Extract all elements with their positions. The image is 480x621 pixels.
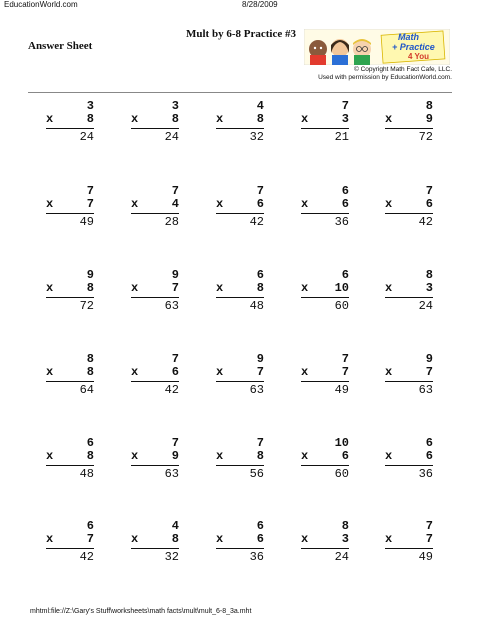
product-answer: 28 — [164, 215, 179, 229]
product-answer: 63 — [418, 383, 433, 397]
product-answer: 32 — [249, 130, 264, 144]
product-answer: 24 — [418, 299, 433, 313]
product-answer: 36 — [334, 215, 349, 229]
product-answer: 56 — [249, 467, 264, 481]
product-answer: 36 — [418, 467, 433, 481]
answer-line — [216, 213, 264, 214]
multiplier: 6 — [425, 197, 433, 211]
print-date: 8/28/2009 — [242, 0, 278, 9]
copyright-line-2: Used with permission by EducationWorld.com. — [318, 74, 452, 81]
multiplicand: 7 — [341, 99, 349, 113]
multiplier: 7 — [171, 281, 179, 295]
multiplication-problem — [385, 353, 433, 397]
answer-line — [131, 213, 179, 214]
product-answer: 64 — [79, 383, 94, 397]
multiplication-problem — [301, 185, 349, 229]
multiplier: 7 — [256, 365, 264, 379]
multiplicand: 6 — [86, 519, 94, 533]
times-sign: x — [301, 112, 309, 126]
multiplication-problem — [46, 185, 94, 229]
answer-line — [385, 128, 433, 129]
times-sign: x — [46, 112, 54, 126]
multiplier: 8 — [171, 532, 179, 546]
times-sign: x — [385, 112, 393, 126]
multiplier: 3 — [425, 281, 433, 295]
answer-line — [301, 128, 349, 129]
answer-line — [385, 465, 433, 466]
times-sign: x — [301, 365, 309, 379]
product-answer: 72 — [418, 130, 433, 144]
multiplication-problem — [385, 437, 433, 481]
times-sign: x — [131, 532, 139, 546]
answer-line — [385, 381, 433, 382]
multiplier: 8 — [86, 281, 94, 295]
times-sign: x — [131, 197, 139, 211]
answer-sheet-label: Answer Sheet — [28, 40, 93, 52]
multiplication-problem — [301, 437, 349, 481]
product-answer: 60 — [334, 467, 349, 481]
answer-line — [216, 381, 264, 382]
product-answer: 72 — [79, 299, 94, 313]
product-answer: 24 — [79, 130, 94, 144]
problem-grid — [46, 100, 471, 570]
answer-line — [301, 548, 349, 549]
multiplier: 7 — [341, 365, 349, 379]
times-sign: x — [46, 281, 54, 295]
multiplier: 6 — [256, 532, 264, 546]
multiplier: 6 — [341, 197, 349, 211]
multiplier: 3 — [341, 112, 349, 126]
multiplier: 8 — [86, 112, 94, 126]
times-sign: x — [216, 365, 224, 379]
multiplier: 8 — [256, 449, 264, 463]
multiplicand: 6 — [425, 436, 433, 450]
math-practice-logo — [304, 29, 450, 65]
multiplicand: 7 — [256, 436, 264, 450]
times-sign: x — [46, 532, 54, 546]
multiplicand: 6 — [341, 184, 349, 198]
multiplicand: 4 — [256, 99, 264, 113]
multiplier: 7 — [425, 532, 433, 546]
product-answer: 60 — [334, 299, 349, 313]
multiplicand: 8 — [425, 268, 433, 282]
product-answer: 32 — [164, 550, 179, 564]
multiplier: 8 — [86, 365, 94, 379]
multiplication-problem — [216, 100, 264, 144]
times-sign: x — [385, 365, 393, 379]
product-answer: 49 — [334, 383, 349, 397]
product-answer: 42 — [79, 550, 94, 564]
header-divider — [28, 92, 452, 93]
answer-line — [131, 465, 179, 466]
multiplication-problem — [131, 520, 179, 564]
multiplication-problem — [46, 520, 94, 564]
multiplicand: 6 — [86, 436, 94, 450]
times-sign: x — [216, 532, 224, 546]
multiplication-problem — [131, 437, 179, 481]
answer-line — [216, 465, 264, 466]
answer-line — [301, 213, 349, 214]
answer-line — [46, 128, 94, 129]
times-sign: x — [46, 197, 54, 211]
multiplier: 6 — [425, 449, 433, 463]
logo-line-2: + Practice — [392, 42, 435, 52]
product-answer: 42 — [164, 383, 179, 397]
answer-line — [216, 297, 264, 298]
product-answer: 48 — [249, 299, 264, 313]
multiplier: 6 — [171, 365, 179, 379]
product-answer: 63 — [249, 383, 264, 397]
logo-line-3: 4 You — [408, 52, 430, 61]
multiplicand: 7 — [425, 519, 433, 533]
multiplicand: 6 — [256, 519, 264, 533]
times-sign: x — [216, 449, 224, 463]
multiplication-problem — [385, 100, 433, 144]
times-sign: x — [216, 197, 224, 211]
site-name: EducationWorld.com — [4, 0, 78, 9]
product-answer: 63 — [164, 467, 179, 481]
answer-line — [46, 381, 94, 382]
kid-face-icon — [353, 39, 371, 65]
times-sign: x — [385, 449, 393, 463]
multiplication-problem — [131, 100, 179, 144]
multiplier: 7 — [86, 197, 94, 211]
multiplicand: 7 — [341, 352, 349, 366]
multiplicand: 7 — [425, 184, 433, 198]
multiplicand: 9 — [256, 352, 264, 366]
multiplicand: 9 — [171, 268, 179, 282]
product-answer: 42 — [249, 215, 264, 229]
product-answer: 49 — [418, 550, 433, 564]
copyright-line-1: © Copyright Math Fact Cafe, LLC. — [354, 66, 452, 73]
multiplier: 6 — [341, 449, 349, 463]
multiplication-problem — [385, 520, 433, 564]
multiplicand: 6 — [256, 268, 264, 282]
answer-line — [385, 213, 433, 214]
answer-line — [46, 213, 94, 214]
times-sign: x — [301, 197, 309, 211]
answer-line — [301, 381, 349, 382]
answer-line — [46, 465, 94, 466]
multiplicand: 7 — [86, 184, 94, 198]
answer-line — [131, 128, 179, 129]
multiplicand: 8 — [425, 99, 433, 113]
times-sign: x — [131, 449, 139, 463]
multiplier: 8 — [256, 281, 264, 295]
product-answer: 49 — [79, 215, 94, 229]
product-answer: 48 — [79, 467, 94, 481]
multiplicand: 7 — [171, 352, 179, 366]
multiplication-problem — [216, 437, 264, 481]
multiplicand: 7 — [171, 436, 179, 450]
multiplicand: 4 — [171, 519, 179, 533]
times-sign: x — [385, 197, 393, 211]
multiplicand: 8 — [341, 519, 349, 533]
multiplication-problem — [131, 353, 179, 397]
times-sign: x — [46, 365, 54, 379]
answer-line — [131, 381, 179, 382]
times-sign: x — [46, 449, 54, 463]
answer-line — [301, 297, 349, 298]
times-sign: x — [216, 112, 224, 126]
answer-line — [131, 548, 179, 549]
answer-line — [131, 297, 179, 298]
answer-line — [46, 548, 94, 549]
product-answer: 42 — [418, 215, 433, 229]
answer-line — [385, 548, 433, 549]
multiplication-problem — [216, 269, 264, 313]
answer-line — [385, 297, 433, 298]
multiplication-problem — [301, 269, 349, 313]
kid-face-icon — [309, 40, 327, 65]
file-path-footer: mhtml:file://Z:\Gary's Stuff\worksheets\math facts\mult\mult_6-8_3a.mht — [30, 608, 252, 615]
multiplication-problem — [131, 185, 179, 229]
multiplicand: 9 — [86, 268, 94, 282]
multiplication-problem — [301, 100, 349, 144]
multiplier: 7 — [86, 532, 94, 546]
page-title: Mult by 6-8 Practice #3 — [186, 28, 296, 40]
multiplier: 4 — [171, 197, 179, 211]
product-answer: 24 — [164, 130, 179, 144]
multiplier: 8 — [256, 112, 264, 126]
kid-face-icon — [331, 39, 349, 65]
multiplication-problem — [46, 269, 94, 313]
times-sign: x — [131, 281, 139, 295]
product-answer: 36 — [249, 550, 264, 564]
times-sign: x — [301, 532, 309, 546]
multiplication-problem — [385, 185, 433, 229]
answer-line — [216, 128, 264, 129]
multiplication-problem — [46, 437, 94, 481]
times-sign: x — [131, 365, 139, 379]
multiplication-problem — [301, 353, 349, 397]
times-sign: x — [131, 112, 139, 126]
product-answer: 21 — [334, 130, 349, 144]
answer-line — [301, 465, 349, 466]
times-sign: x — [301, 449, 309, 463]
multiplicand: 9 — [425, 352, 433, 366]
multiplication-problem — [216, 185, 264, 229]
multiplicand: 7 — [171, 184, 179, 198]
multiplication-problem — [46, 100, 94, 144]
multiplier: 7 — [425, 365, 433, 379]
multiplication-problem — [301, 520, 349, 564]
multiplier: 3 — [341, 532, 349, 546]
times-sign: x — [216, 281, 224, 295]
multiplication-problem — [46, 353, 94, 397]
answer-line — [216, 548, 264, 549]
multiplicand: 6 — [341, 268, 349, 282]
times-sign: x — [301, 281, 309, 295]
multiplication-problem — [131, 269, 179, 313]
multiplication-problem — [216, 520, 264, 564]
multiplication-problem — [385, 269, 433, 313]
product-answer: 63 — [164, 299, 179, 313]
multiplier: 9 — [171, 449, 179, 463]
multiplicand: 8 — [86, 352, 94, 366]
multiplier: 8 — [86, 449, 94, 463]
logo-line-1: Math — [398, 32, 419, 42]
copyright-notice — [300, 66, 452, 82]
multiplier: 6 — [256, 197, 264, 211]
multiplicand: 10 — [334, 436, 349, 450]
times-sign: x — [385, 281, 393, 295]
multiplier: 8 — [171, 112, 179, 126]
times-sign: x — [385, 532, 393, 546]
multiplicand: 7 — [256, 184, 264, 198]
multiplier: 10 — [334, 281, 349, 295]
multiplicand: 3 — [86, 99, 94, 113]
multiplicand: 3 — [171, 99, 179, 113]
product-answer: 24 — [334, 550, 349, 564]
answer-line — [46, 297, 94, 298]
multiplication-problem — [216, 353, 264, 397]
multiplier: 9 — [425, 112, 433, 126]
